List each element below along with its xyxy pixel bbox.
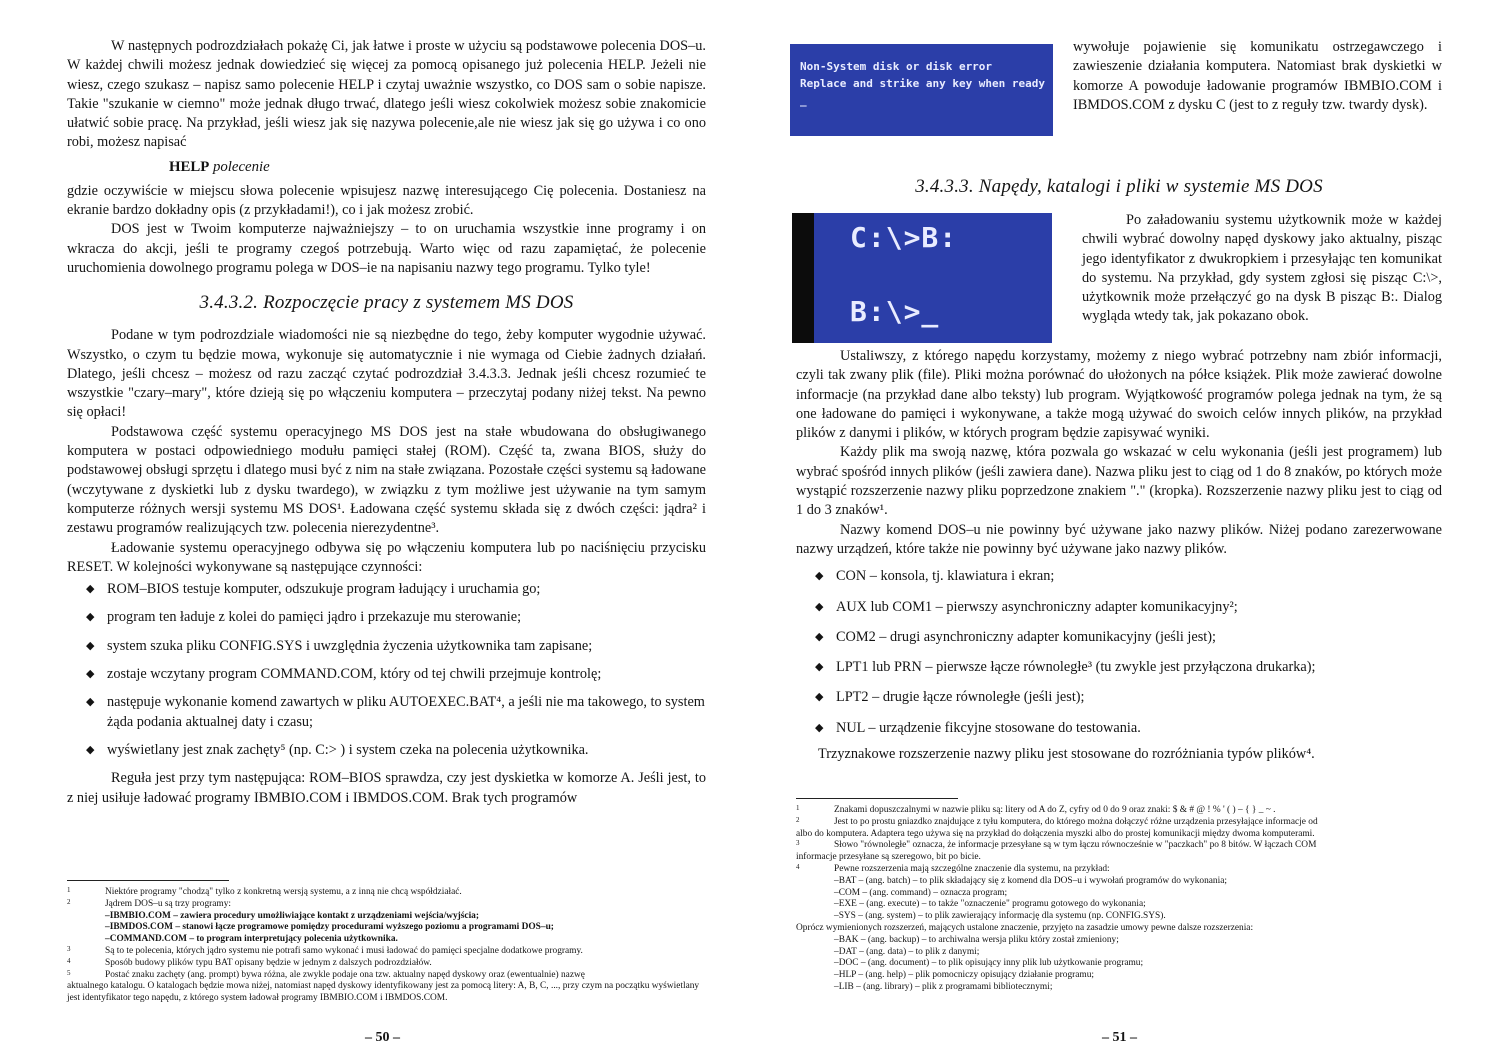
right-heading-wrap — [796, 176, 1442, 198]
paragraph: Nazwy komend DOS–u nie powinny być używane jako nazwy plików. Niżej podano zarezerwowane nazwy urządzeń, które także nie powinny być używane jako nazwy plików. — [796, 521, 1442, 557]
right-side-text — [1082, 211, 1442, 327]
footnote: 2 Jest to po prostu gniazdko znajdujące z tyłu komputera, do którego można dołączyć różne urządzenia przesyłające informacje od — [796, 815, 1318, 827]
footnote: –COM – (ang. command) – oznacza program; — [834, 887, 1008, 898]
paragraph: W następnych podrozdziałach pokażę Ci, jak łatwe i proste w użyciu są podstawowe polecenia DOS–u. W każdej chwili możesz jednak dowiedzieć się więcej za pomocą opisanego już polecenia HELP. Jeżeli nie wiesz, czego szukasz – napisz samo polecenie HELP i czytaj uważnie wszystko, co DOS sam o sobie napisze. Takie "szukanie w ciemno" może jednak długo trwać, dlatego jeśli wiesz cokolwiek możesz sobie znakomicie ułatwić sobie pracę. Na przykład, jeśli wiesz jak się nazywa polecenie,ale nie wiesz jak się go używa i co ono robi, możesz napisać — [67, 38, 706, 151]
list-item: ◆ COM2 – drugi asynchroniczny adapter komunikacyjny (jeśli jest); — [796, 628, 1442, 647]
footnote: –SYS – (ang. system) – to plik zawierający informację dla systemu (np. CONFIG.SYS). — [834, 911, 1166, 922]
diamond-bullet-icon: ◆ — [86, 743, 95, 756]
right-top-text — [1073, 38, 1442, 115]
help-command-example — [169, 159, 706, 176]
footnote: 4 Sposób budowy plików typu BAT opisany będzie w jednym z dalszych podrozdziałów. — [67, 956, 432, 968]
page-number: – 50 – — [365, 1030, 400, 1045]
diamond-bullet-icon: ◆ — [815, 600, 824, 613]
screen-line: Non-System disk or disk error — [800, 60, 993, 73]
footnote-divider — [796, 798, 958, 799]
list-item: ◆ następuje wykonanie komend zawartych w pliku AUTOEXEC.BAT⁴, a jeśli nie ma takowego, to system żąda podania aktualnej daty i czasu; — [86, 694, 705, 730]
device-names-list — [796, 567, 1442, 738]
paragraph: Podstawowa część systemu operacyjnego MS DOS jest na stałe wbudowana do obsługiwanego komputera w postaci odpowiedniego modułu pamięci stałej (ROM). Część ta, zwana BIOS, służy do podstawowej obsługi sprzętu i dlatego musi być z nim na stałe związana. Pozostałe części systemu są ładowane (wczytywane z dyskietki lub z dysku twardego), w związku z tym możliwe jest używanie na tym samym komputerze różnych wersji systemu MS DOS¹. Ładowana część systemu składa się z dwóch części: jądra² i zestawu programów realizujących tzw. polecenia nierezydentne³. — [67, 423, 706, 537]
diamond-bullet-icon: ◆ — [86, 696, 95, 709]
page-number: – 51 – — [1102, 1030, 1137, 1045]
footnote: –LIB – (ang. library) – plik z programami bibliotecznymi; — [834, 981, 1053, 992]
dos-prompt-screen — [792, 213, 1052, 343]
paragraph: Trzyznakowe rozszerzenie nazwy pliku jest stosowane do rozróżniania typów plików⁴. — [818, 746, 1315, 763]
paragraph: Każdy plik ma swoją nazwę, która pozwala go wskazać w celu wykonania (jeśli jest programem) lub wybrać spośród innych plików (jeśli zawiera dane). Nazwa pliku jest to ciąg od 1 do 8 znaków, po których może wystąpić rozszerzenie nazwy pliku poprzedzone znakiem "." (kropka). Rozszerzenie nazwy pliku jest to ciąg od 1 do 3 znaków¹. — [796, 444, 1442, 519]
diamond-bullet-icon: ◆ — [86, 583, 95, 596]
footnote: –DAT – (ang. data) – to plik z danymi; — [834, 946, 980, 957]
footnote: informacje przesyłane są szeregowo, bit po bicie. — [796, 852, 981, 863]
list-item: ◆ program ten ładuje z kolei do pamięci jądro i przekazuje mu sterowanie; — [67, 608, 706, 627]
paragraph: Po załadowaniu systemu użytkownik może w każdej chwili wybrać dowolny napęd dyskowy jako aktualny, pisząc jego identyfikator z dwukropkiem i przesyłając ten komunikat do systemu. Na przykład, gdy system zgłosi się pisząc C:\>, użytkownik może przełączyć go na dysk B pisząc B:. Dialog wygląda wtedy tak, jak pokazano obok. — [1082, 212, 1442, 325]
right-page — [750, 0, 1500, 1062]
left-footnotes — [67, 880, 706, 1005]
paragraph: wywołuje pojawienie się komunikatu ostrzegawczego i zawieszenie działania komputera. Natomiast brak dyskietki w komorze A powoduje ładowanie programów IBMBIO.COM i IBMDOS.COM z dysku C (jest to z reguły tzw. twardy dysk). — [1073, 39, 1442, 113]
footnote-divider — [67, 880, 229, 881]
screen-cursor: _ — [800, 94, 807, 107]
footnote: 1 Niektóre programy "chodzą" tylko z konkretną wersją systemu, a z inną nie chcą współdziałać. — [67, 886, 462, 897]
footnote: –COMMAND.COM – to program interpretujący polecenia użytkownika. — [105, 934, 398, 945]
footnote: –BAT – (ang. batch) – to plik składający się z komend dla DOS–u i wywołań programów do wykonania; — [834, 875, 1227, 886]
footnote: albo do komputera. Adaptera tego używa się na przykład do dołączenia myszki albo do prostej komunikacji między dwoma komputerami. — [796, 828, 1315, 839]
command-argument: polecenie — [213, 158, 270, 175]
list-item: ◆ AUX lub COM1 – pierwszy asynchroniczny adapter komunikacyjny²; — [796, 598, 1442, 617]
list-item: ◆ LPT1 lub PRN – pierwsze łącze równoległe³ (tu zwykle jest przyłączona drukarka); — [796, 658, 1442, 677]
list-item: ◆ ROM–BIOS testuje komputer, odszukuje program ładujący i uruchamia go; — [67, 580, 706, 599]
footnote: –DOC – (ang. document) – to plik opisujący inny plik lub użytkowanie programu; — [834, 958, 1144, 969]
paragraph: gdzie oczywiście w miejscu słowa polecenie wpisujesz nazwę interesującego Cię polecenia. Dostaniesz na ekranie bardzo dokładny opis (z przykładami!), co i jak możesz zrobić. — [67, 182, 706, 219]
diamond-bullet-icon: ◆ — [815, 721, 824, 734]
diamond-bullet-icon: ◆ — [815, 570, 824, 583]
footnote: 2 Jądrem DOS–u są trzy programy: — [67, 897, 232, 909]
paragraph: Reguła jest przy tym następująca: ROM–BIOS sprawdza, czy jest dyskietka w komorze A. Jeśli jest, to z niej usiłuje ładować programy IBMBIO.COM i IBMDOS.COM. Brak tych programów — [67, 770, 706, 806]
paragraph: Podane w tym podrozdziale wiadomości nie są niezbędne do tego, żeby komputer wygodnie używać. Wszystko, o czym tu będzie mowa, wykonuje się automatycznie i nie wymaga od Ciebie żadnych działań. Dlatego, jeśli chcesz – możesz od razu zacząć czytać podrozdział 3.4.3.3. Jednak jeśli chcesz rozumieć te wszystkie "czary–mary", które dzieją się po włączeniu komputera – przeczytaj podany niżej tekst. Na pewno się opłaci! — [67, 327, 706, 421]
diamond-bullet-icon: ◆ — [86, 668, 95, 681]
footnote: –IBMBIO.COM – zawiera procedury umożliwiające kontakt z urządzeniami wejścia/wyjścia; — [105, 910, 479, 921]
footnote: 3 Słowo "równoległe" oznacza, że informacje przesyłane są w tym łączu równocześnie w "paczkach" po 8 bitów. W łączach COM — [796, 839, 1317, 851]
dos-error-screen — [790, 44, 1053, 136]
footnote: –BAK – (ang. backup) – to archiwalna wersja pliku który został zmieniony; — [834, 934, 1119, 945]
command-name: HELP — [169, 158, 210, 175]
screen-border — [792, 213, 814, 343]
right-text-flow — [796, 347, 1442, 764]
boot-steps-list — [67, 580, 706, 760]
paragraph: DOS jest w Twoim komputerze najważniejszy – to on uruchamia wszystkie inne programy i on wkracza do akcji, jeśli te programy czegoś potrzebują. Warto więc od razu zapamiętać, że polecenie uruchomienia dowolnego programu polega w DOS–ie na napisaniu nazwy tego programu. Tylko tyle! — [67, 221, 706, 276]
diamond-bullet-icon: ◆ — [86, 639, 95, 652]
paragraph: Ustaliwszy, z którego napędu korzystamy, możemy z niego wybrać potrzebny nam zbiór informacji, czyli tak zwany plik (file). Pliki można porównać do ułożonych na półce książek. Plik może zawierać dowolne informacje (na przykład dane albo teksty) lub program. Wyjątkowość programów polega jednak na tym, że są one ładowane do pamięci i wykonywane, a także mogą używać do swoich celów innych plików, na przykład plików z danymi i plików, w których program będzie zapisywać wyniki. — [796, 348, 1442, 442]
footnote: aktualnego katalogu. O katalogach będzie mowa niżej, natomiast napęd dyskowy identyfikowany jest za pomocą litery: A, B, C, ..., przy czym na początku wyświetlany jest identyfikator tego napędu, z którego system ładował programy IBMBIO.COM i IBMDOS.COM. — [67, 981, 700, 1004]
list-item: ◆ CON – konsola, tj. klawiatura i ekran; — [796, 567, 1442, 586]
list-item: ◆ system szuka pliku CONFIG.SYS i uwzględnia życzenia użytkownika tam zapisane; — [67, 637, 706, 656]
list-item: ◆ NUL – urządzenie fikcyjne stosowane do testowania. — [796, 719, 1442, 738]
left-text-flow — [67, 37, 706, 808]
section-heading: 3.4.3.2. Rozpoczęcie pracy z systemem MS DOS — [199, 292, 574, 314]
footnote: 5 Postać znaku zachęty (ang. prompt) bywa różna, ale zwykle podaje ona tzw. aktualny napęd dyskowy oraz (ewentualnie) nazwę — [67, 968, 585, 980]
right-footnotes — [796, 798, 1442, 994]
list-item: ◆ wyświetlany jest znak zachęty⁵ (np. C:> ) i system czeka na polecenia użytkownika. — [67, 741, 706, 760]
screen-line: B:\>_ — [850, 295, 940, 328]
footnote: 4 Pewne rozszerzenia mają szczególne znaczenie dla systemu, na przykład: — [796, 862, 1110, 874]
section-heading: 3.4.3.3. Napędy, katalogi i pliki w systemie MS DOS — [915, 176, 1323, 197]
list-item: ◆ zostaje wczytany program COMMAND.COM, który od tej chwili przejmuje kontrolę; — [67, 665, 706, 684]
footnote: 3 Są to te polecenia, których jądro systemu nie potrafi samo wykonać i musi ładować do pamięci specjalne dodatkowe programy. — [67, 944, 583, 956]
diamond-bullet-icon: ◆ — [86, 611, 95, 624]
diamond-bullet-icon: ◆ — [815, 691, 824, 704]
paragraph: Ładowanie systemu operacyjnego odbywa się po włączeniu komputera lub po naciśnięciu przycisku RESET. W kolejności wykonywane są następujące czynności: — [67, 539, 706, 575]
footnote: –EXE – (ang. execute) – to także "oznaczenie" programu gotowego do wykonania; — [834, 899, 1146, 910]
screen-line: Replace and strike any key when ready — [800, 77, 1046, 90]
diamond-bullet-icon: ◆ — [815, 630, 824, 643]
screen-line: C:\>B: — [850, 221, 958, 254]
footnote: –HLP – (ang. help) – plik pomocniczy opisujący działanie programu; — [834, 970, 1095, 981]
footnote: 1 Znakami dopuszczalnymi w nazwie pliku są: litery od A do Z, cyfry od 0 do 9 oraz znaki: $ & # @ ! % ' ( ) – { } _ ~ . — [796, 804, 1276, 815]
diamond-bullet-icon: ◆ — [815, 661, 824, 674]
list-item: ◆ LPT2 – drugie łącze równoległe (jeśli jest); — [796, 688, 1442, 707]
footnote: Oprócz wymienionych rozszerzeń, mających ustalone znaczenie, przyjęto na zasadzie umowy pewne dalsze rozszerzenia: — [796, 922, 1254, 933]
footnote: –IBMDOS.COM – stanowi łącze programowe pomiędzy procedurami wyższego poziomu a programami DOS–u; — [105, 922, 554, 933]
